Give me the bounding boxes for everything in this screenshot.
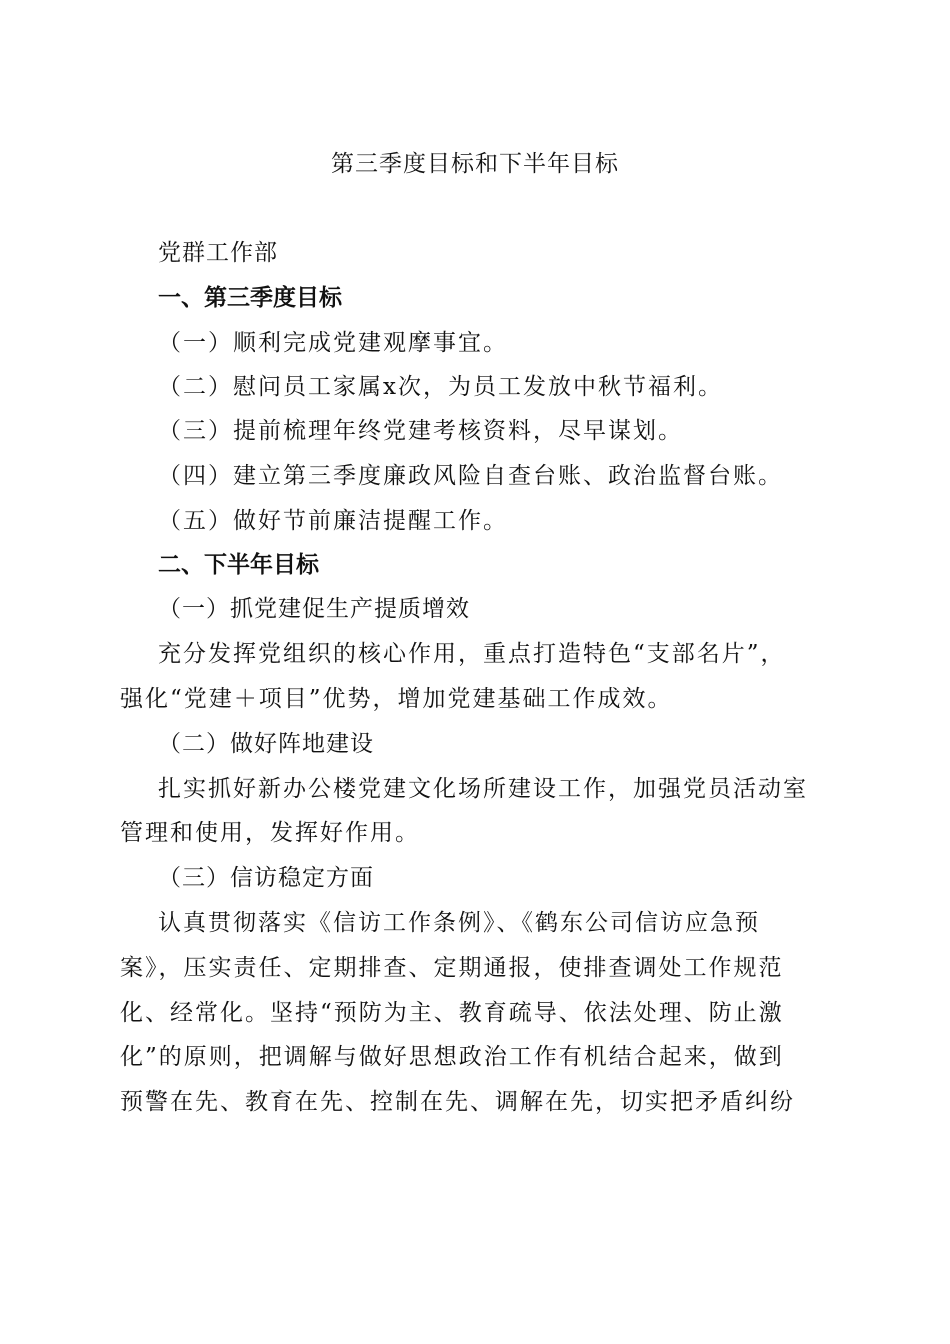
paragraph-line: 强化“党建＋项目”优势，增加党建基础工作成效。	[120, 686, 673, 712]
section1-item: （三）提前梳理年终党建考核资料，尽早谋划。	[158, 418, 683, 444]
paragraph-line: 充分发挥党组织的核心作用，重点打造特色“支部名片”，	[158, 641, 786, 667]
paragraph-line: 扎实抓好新办公楼党建文化场所建设工作，加强党员活动室	[158, 776, 808, 802]
paragraph-line: 案》，压实责任、定期排查、定期通报，使排查调处工作规范	[120, 955, 784, 981]
section1-item: （二）慰问员工家属x次，为员工发放中秋节福利。	[158, 374, 723, 400]
page-title: 第三季度目标和下半年目标	[331, 151, 619, 177]
paragraph-line: 预警在先、教育在先、控制在先、调解在先，切实把矛盾纠纷	[120, 1089, 795, 1115]
section2-sub2-title: （二）做好阵地建设	[158, 731, 374, 757]
section1-item: （一）顺利完成党建观摩事宜。	[158, 330, 508, 356]
section1-heading: 一、第三季度目标	[158, 285, 342, 311]
department-name: 党群工作部	[158, 240, 278, 266]
section1-item: （五）做好节前廉洁提醒工作。	[158, 508, 508, 534]
section1-item: （四）建立第三季度廉政风险自查台账、政治监督台账。	[158, 463, 783, 489]
section2-sub1-title: （一）抓党建促生产提质增效	[158, 596, 470, 622]
paragraph-line: 化、经常化。坚持“预防为主、教育疏导、依法处理、防止激	[120, 1000, 784, 1026]
section2-sub3-title: （三）信访稳定方面	[158, 865, 374, 891]
section2-heading: 二、下半年目标	[158, 552, 319, 578]
paragraph-line: 认真贯彻落实《信访工作条例》、《鹤东公司信访应急预	[158, 910, 760, 936]
paragraph-line: 化”的原则，把调解与做好思想政治工作有机结合起来，做到	[120, 1044, 784, 1070]
paragraph-line: 管理和使用，发挥好作用。	[120, 820, 420, 846]
